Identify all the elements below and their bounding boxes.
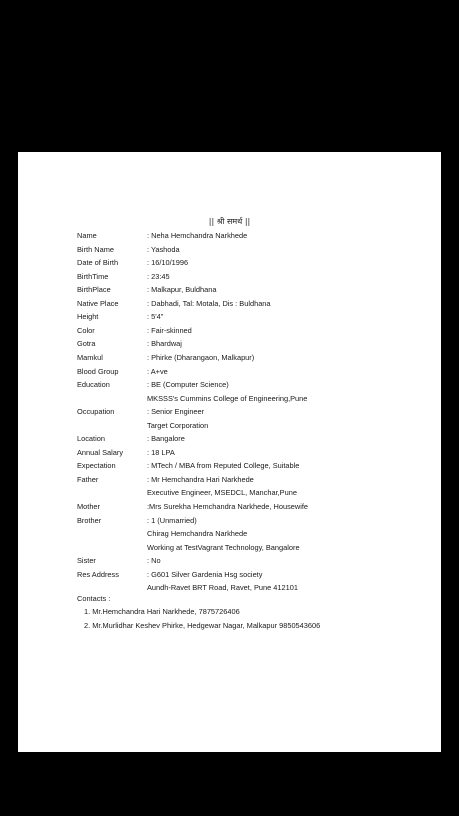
detail-row: [77, 311, 163, 323]
detail-row: [77, 298, 271, 310]
detail-row: [77, 271, 170, 283]
detail-value: : Neha Hemchandra Narkhede: [147, 231, 248, 240]
detail-value: : Fair-skinned: [147, 325, 192, 335]
detail-value: : 23:45: [147, 271, 170, 281]
detail-row: [77, 284, 216, 296]
detail-row: [77, 406, 204, 418]
detail-label: Annual Salary: [77, 447, 124, 457]
detail-value: : Mr Hemchandra Hari Narkhede: [147, 474, 254, 484]
detail-row: [77, 501, 308, 513]
detail-row: [77, 487, 297, 499]
contact-item: 2. Mr.Murlidhar Keshev Phirke, Hedgewar Nagar, Malkapur 9850543606: [84, 621, 321, 630]
contact-item: 1. Mr.Hemchandra Hari Narkhede, 7875726406: [84, 607, 240, 616]
detail-label: BirthTime: [77, 271, 109, 281]
detail-value: Working at TestVagrant Technology, Bangalore: [147, 542, 300, 552]
detail-row: [77, 230, 247, 242]
detail-label: Occupation: [77, 407, 115, 417]
detail-row: [77, 244, 180, 256]
detail-label: Name: [77, 231, 97, 240]
detail-label: Education: [77, 380, 110, 390]
detail-value: :Mrs Surekha Hemchandra Narkhede, Housewife: [147, 502, 309, 511]
detail-label: Gotra: [77, 339, 96, 349]
detail-row: [77, 393, 307, 405]
detail-value: Executive Engineer, MSEDCL, Manchar,Pune: [147, 488, 297, 498]
detail-row: [77, 433, 185, 445]
document-page: [18, 152, 441, 752]
detail-value: : G601 Silver Gardenia Hsg society: [147, 569, 263, 579]
detail-label: Father: [77, 474, 99, 484]
detail-value: : Dabhadi, Tal: Motala, Dis : Buldhana: [147, 298, 271, 308]
detail-value: : A+ve: [147, 366, 168, 376]
page-title: || श्री समर्थ ||: [208, 217, 251, 226]
detail-value: : Senior Engineer: [147, 407, 205, 417]
detail-row: [77, 379, 229, 391]
detail-row: [77, 474, 254, 486]
detail-value: : Bangalore: [147, 434, 185, 444]
detail-value: Chirag Hemchandra Narkhede: [147, 529, 248, 539]
detail-row: [77, 447, 175, 459]
detail-row: [77, 338, 182, 350]
detail-value: : No: [147, 556, 161, 566]
detail-value: : 18 LPA: [147, 447, 175, 457]
detail-value: : MTech / MBA from Reputed College, Suitable: [147, 461, 300, 471]
detail-value: : BE (Computer Science): [147, 380, 229, 390]
detail-row: [77, 352, 254, 364]
detail-row: [77, 542, 300, 554]
detail-row: [77, 257, 188, 269]
detail-label: Brother: [77, 515, 102, 525]
detail-row: [77, 366, 168, 378]
detail-label: Sister: [77, 556, 96, 566]
detail-row: [77, 325, 192, 337]
detail-label: Mamkul: [77, 352, 103, 362]
detail-row: [77, 460, 299, 472]
detail-row: [77, 555, 161, 567]
detail-label: Date of Birth: [77, 258, 119, 268]
detail-value: Target Corporation: [147, 420, 209, 430]
detail-value: : Yashoda: [147, 244, 180, 254]
detail-label: Mother: [77, 502, 101, 511]
detail-label: BirthPlace: [77, 285, 111, 295]
detail-label: Native Place: [77, 298, 119, 308]
detail-value: : Bhardwaj: [147, 339, 182, 349]
detail-row: [77, 569, 262, 581]
detail-value: : 5'4": [147, 312, 164, 322]
detail-label: Height: [77, 312, 99, 322]
detail-label: Location: [77, 434, 105, 444]
detail-row: [77, 528, 247, 540]
detail-row: [77, 420, 208, 432]
detail-value: : Phirke (Dharangaon, Malkapur): [147, 352, 255, 362]
detail-label: Blood Group: [77, 366, 119, 376]
detail-label: Birth Name: [77, 244, 114, 254]
detail-value: : 16/10/1996: [147, 258, 189, 268]
detail-value: : 1 (Unmarried): [147, 515, 197, 525]
detail-label: Expectation: [77, 461, 116, 471]
detail-row: [77, 515, 197, 527]
detail-label: Color: [77, 325, 95, 335]
detail-value: MKSSS's Cummins College of Engineering,Pune: [147, 393, 308, 403]
detail-value: : Malkapur, Buldhana: [147, 285, 217, 295]
contacts-heading: Contacts :: [77, 594, 111, 603]
detail-value: Aundh-Ravet BRT Road, Ravet, Pune 412101: [147, 583, 298, 593]
detail-label: Res Address: [77, 569, 119, 579]
